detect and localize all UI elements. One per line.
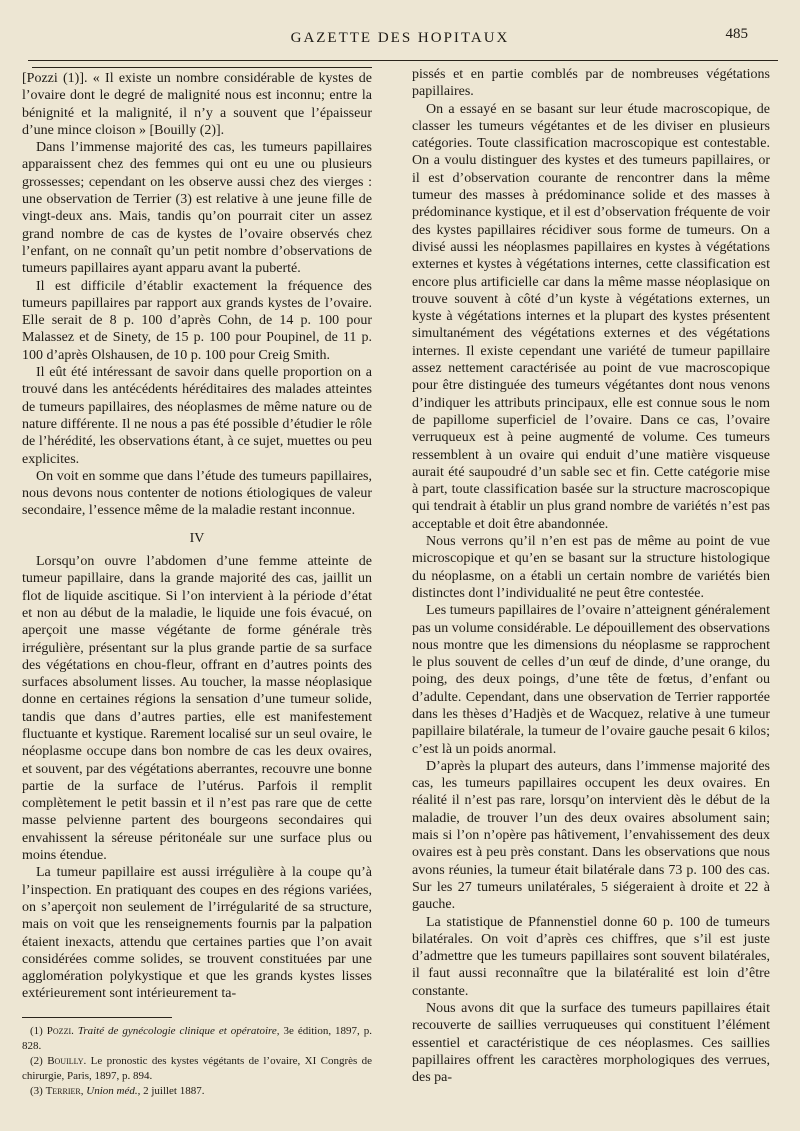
paragraph: La tumeur papillaire est aussi irrégulière à la coupe qu’à l’inspection. En pratiquant des coupes en des régions variées, on s’aperçoit non seulement de l’irrégularité de sa structure, mais on voit que les renseignements fournis par la palpation étaient inexacts, attendu que certaines parties que l’on avait considérées comme solides, se trouvent constituées par une agglomération polykystique et que les grands kystes lisses extérieurement sont intérieurement ta-	[22, 865, 372, 1002]
section-heading: IV	[189, 530, 205, 546]
page-header	[0, 18, 800, 58]
footnote-rule	[22, 1017, 172, 1018]
paragraph: Il eût été intéressant de savoir dans quelle proportion on a trouvé dans les antécédents héréditaires des malades atteintes de tumeurs papillaires, des néoplasmes de même nature ou de nature différente. Il ne nous a pas été possible d’étudier le rôle de l’hérédité, les observations étant, à ce sujet, muettes ou peu explicites.	[22, 365, 372, 467]
paragraph: Il est difficile d’établir exactement la fréquence des tumeurs papillaires par rapport aux grands kystes de l’ovaire. Elle serait de 8 p. 100 d’après Cohn, de 14 p. 100 pour Malassez et de Sinety, de 15 p. 100 pour Poupinel, de 11 p. 100 d’après Olshausen, de 10 p. 100 pour Creig Smith.	[22, 278, 372, 363]
paragraph: [Pozzi (1)]. « Il existe un nombre considérable de kystes de l’ovaire dont le degré de malignité nous est inconnu; entre la bénignité et la malignité, il n’y a souvent que l’épaisseur d’une mince cloison » [Bouilly (2)].	[22, 71, 372, 138]
paragraph: Lorsqu’on ouvre l’abdomen d’une femme atteinte de tumeur papillaire, dans la grande majorité des cas, jaillit un flot de liquide ascitique. Si l’on intervient à la période d’état et non au début de la maladie, le liquide une fois évacué, on aperçoit une masse végétante de forme générale très irrégulière, présentant sur la plus grande partie de sa surface des végétations en chou-fleur, offrant en d’autres points des surfaces absolument lisses. Au toucher, la masse néoplasique donne en certaines régions la sensation d’une tumeur solide, tandis que dans d’autres parties, elle est manifestement fluctuante et kystique. Rarement localisé sur un seul ovaire, le néoplasme occupe dans bon nombre de cas les deux ovaires, et souvent, par des végétations aberrantes, recouvre une bonne partie de la surface de l’utérus. Parfois il remplit complètement le petit bassin et il n’est pas rare que de cette masse pelvienne partent des bourgeons secondaires qui envahissent la séreuse péritonéale sur une surface plus ou moins étendue.	[22, 554, 372, 864]
footnote: (2) Bouilly. Le pronostic des kystes végétants de l’ovaire, XI Congrès de chirurgie, Paris, 1897, p. 894.	[22, 1054, 373, 1082]
header-rule	[28, 60, 778, 61]
paragraph: Nous avons dit que la surface des tumeurs papillaires était recouverte de saillies verruqueuses qui constituent l’élément essentiel et caractéristique de ces néoplasmes. Ces saillies papillaires offrent les caractères morphologiques des verrues, des pa-	[412, 1001, 770, 1086]
journal-title: GAZETTE DES HOPITAUX	[290, 30, 510, 46]
page-number: 485	[725, 26, 748, 42]
left-column	[22, 70, 372, 1099]
right-column	[412, 66, 770, 1087]
paragraph: Nous verrons qu’il n’en est pas de même au point de vue microscopique et qu’en se basant sur la structure histologique du néoplasme, on a établi un certain nombre de variétés bien distinctes dont l’individualité ne peut être contestée.	[412, 534, 770, 601]
paragraph: Dans l’immense majorité des cas, les tumeurs papillaires apparaissent chez des femmes qui ont eu une ou plusieurs grossesses; cependant on les observe aussi chez des vierges : une observation de Terrier (3) est relative à une jeune fille de vingt-deux ans. Mais, tandis qu’on pourrait citer un assez grand nombre de cas de kystes de l’ovaire observés chez l’enfant, on ne connaît qu’un petit nombre d’observations de tumeurs papillaires ayant apparu avant la puberté.	[22, 140, 372, 277]
paragraph: D’après la plupart des auteurs, dans l’immense majorité des cas, les tumeurs papillaires occupent les deux ovaires. En réalité il n’est pas rare, lorsqu’on intervient dès le début de la maladie, de trouver l’un des deux ovaires absolument sain; mais si l’on n’opère pas hâtivement, l’envahissement des deux ovaires est à peu près constant. Dans les observations que nous avons réunies, la tumeur était bilatérale dans 73 p. 100 des cas. Sur les 27 tumeurs unilatérales, 5 siégeraient à droite et 22 à gauche.	[412, 758, 770, 913]
footnotes	[22, 1024, 372, 1099]
paragraph: Les tumeurs papillaires de l’ovaire n’atteignent généralement pas un volume considérable. Le dépouillement des observations nous montre que les dimensions du néoplasme se rapprochent le plus souvent de celles d’un œuf de dinde, d’une orange, du poing, des deux poings, d’une tête de fœtus, d’enfant ou d’adulte. Cependant, dans une observation de Terrier rapportée dans les thèses d’Hadjès et de Wacquez, relative à une tumeur papillaire bilatérale, la tumeur de l’ovaire gauche pesait 6 kilos; c’est là un poids anormal.	[412, 603, 770, 757]
footnote: (3) Terrier, Union méd., 2 juillet 1887.	[30, 1084, 205, 1097]
column-rule	[32, 67, 372, 68]
paragraph: On voit en somme que dans l’étude des tumeurs papillaires, nous devons nous contenter de notions étiologiques de valeur secondaire, l’essence même de la maladie restant inconnue.	[22, 468, 372, 519]
paragraph: On a essayé en se basant sur leur étude macroscopique, de classer les tumeurs végétantes et de les diviser en plusieurs catégories. Toute classification macroscopique est contestable. On a voulu distinguer des kystes et des tumeurs papillaires, or il est d’observation courante de rencontrer dans la même tumeur des masses à prédominance solide et des masses à prédominance kystique, et il est d’observation fréquente de voir des kystes papillaires récidiver sous forme de tumeurs. On a divisé aussi les néoplasmes papillaires en kystes à végétations externes et kystes à végétations internes, cette classification est encore plus artificielle car dans la même masse néoplasique on trouve souvent à côté d’un kyste à végétations externes, un kyste à végétations internes et la plupart des kystes présentent simultanément des végétations externes et des végétations internes. Il existe cependant une variété de tumeur papillaire assez nettement caractérisée au point de vue macroscopique pour être distinguée des tumeurs végétantes dont nous venons d’indiquer les attributs principaux, elle est connue sous le nom de papillome superficiel de l’ovaire. Dans ce cas, l’ovaire verruqueux est à peine augmenté de volume. Ces tumeurs ressemblent à un ovaire qui enduit d’une matière visqueuse aurait été saupoudré d’un sable sec et fin. Cette catégorie mise à part, toute classification basée sur la structure macroscopique qui tendrait à établir un plus grand nombre de variétés n’est pas acceptable et doit être abandonnée.	[412, 101, 770, 532]
footnote: (1) Pozzi. Traité de gynécologie clinique et opératoire, 3e édition, 1897, p. 828.	[22, 1024, 373, 1052]
paragraph: pissés et en partie comblés par de nombreuses végétations papillaires.	[412, 67, 770, 100]
paragraph: La statistique de Pfannenstiel donne 60 p. 100 de tumeurs bilatérales. On voit d’après ces chiffres, que s’il est juste d’admettre que les tumeurs papillaires sont souvent bilatérales, il faut aussi reconnaître que la bilatéralité est loin d’être constante.	[412, 914, 770, 999]
